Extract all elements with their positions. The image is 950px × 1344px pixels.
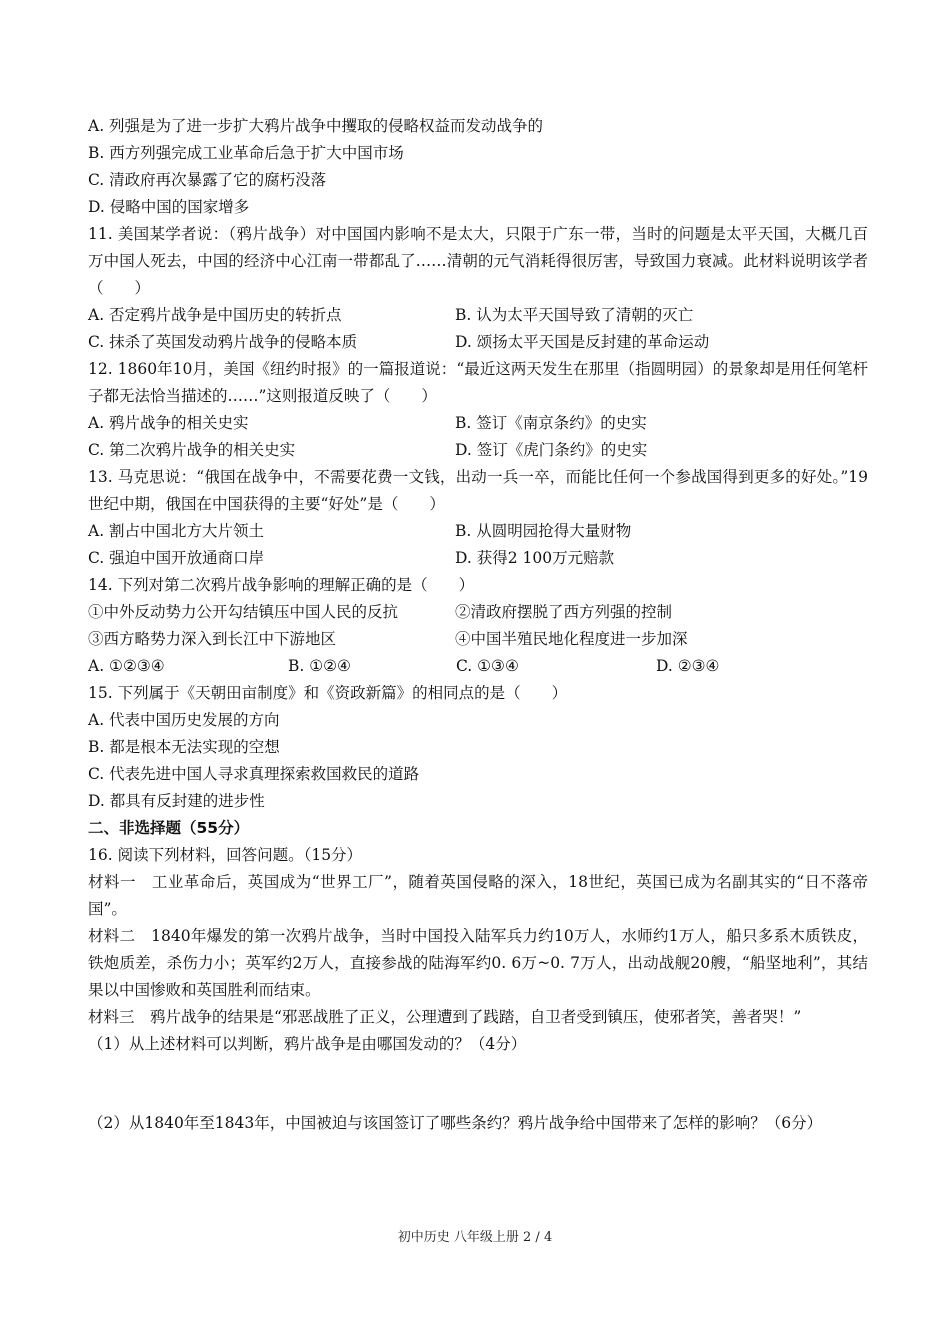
- q14-item-1: ①中外反动势力公开勾结镇压中国人民的反抗: [88, 603, 399, 621]
- q13-option-c: C. 强迫中国开放通商口岸: [88, 549, 265, 567]
- q12-stem: 12. 1860年10月，美国《纽约时报》的一篇报道说：“最近这两天发生在那里（指圆明园）的景象却是用任何笔杆子都无法恰当描述的……”这则报道反映了（ ）: [88, 360, 868, 405]
- q12-option-a: A. 鸦片战争的相关史实: [88, 414, 249, 432]
- q14-option-d: D. ②③④: [656, 657, 720, 675]
- q15-stem: 15. 下列属于《天朝田亩制度》和《资政新篇》的相同点的是（ ）: [88, 684, 568, 702]
- q12-option-c: C. 第二次鸦片战争的相关史实: [88, 441, 296, 459]
- page-footer: 初中历史 八年级上册 2 / 4: [397, 1230, 553, 1245]
- q11-option-c: C. 抹杀了英国发动鸦片战争的侵略本质: [88, 333, 358, 351]
- q16-stem: 16. 阅读下列材料，回答问题。（15分）: [88, 846, 363, 864]
- q11-option-a: A. 否定鸦片战争是中国历史的转折点: [88, 306, 342, 324]
- q12-option-b: B. 签订《南京条约》的史实: [455, 414, 647, 432]
- q15-option-d: D. 都具有反封建的进步性: [88, 792, 265, 810]
- q14-options-row: [88, 653, 868, 680]
- q10-option-c: C. 清政府再次暴露了它的腐朽没落: [88, 171, 327, 189]
- q14-items-row-2: [88, 626, 868, 653]
- q15-option-a: A. 代表中国历史发展的方向: [88, 711, 280, 729]
- q13-option-b: B. 从圆明园抢得大量财物: [455, 522, 632, 540]
- q16-material-3: 材料三 鸦片战争的结果是“邪恶战胜了正义，公理遭到了践踏，自卫者受到镇压，使邪者笑，善者哭！”: [88, 1008, 802, 1026]
- page-content: [88, 113, 868, 1137]
- q14-items-row-1: [88, 599, 868, 626]
- q12-options-row-2: [88, 437, 868, 464]
- q16-material-1: 材料一 工业革命后，英国成为“世界工厂”，随着英国侵略的深入，18世纪，英国已成为名副其实的“日不落帝国”。: [88, 873, 868, 918]
- q10-option-d: D. 侵略中国的国家增多: [88, 198, 250, 216]
- q14-stem: 14. 下列对第二次鸦片战争影响的理解正确的是（ ）: [88, 576, 475, 594]
- q12-option-d: D. 签订《虎门条约》的史实: [455, 441, 648, 459]
- q10-option-b: B. 西方列强完成工业革命后急于扩大中国市场: [88, 144, 404, 162]
- q11-stem: 11. 美国某学者说：（鸦片战争）对中国国内影响不是太大，只限于广东一带，当时的问题是太平天国，大概几百万中国人死去，中国的经济中心江南一带都乱了……清朝的元气消耗得很厉害，导致国力衰减。此材料说明该学者（ ）: [88, 225, 868, 297]
- q14-option-a: A. ①②③④: [88, 657, 165, 675]
- q11-options-row-1: [88, 302, 868, 329]
- q13-stem: 13. 马克思说：“俄国在战争中，不需要花费一文钱，出动一兵一卒，而能比任何一个参战国得到更多的好处。”19世纪中期，俄国在中国获得的主要“好处”是（ ）: [88, 468, 868, 513]
- q10-option-a: A. 列强是为了进一步扩大鸦片战争中攫取的侵略权益而发动战争的: [88, 117, 544, 135]
- q11-options-row-2: [88, 329, 868, 356]
- q14-option-c: C. ①③④: [456, 657, 519, 675]
- q13-options-row-2: [88, 545, 868, 572]
- q15-option-b: B. 都是根本无法实现的空想: [88, 738, 280, 756]
- q13-option-a: A. 割占中国北方大片领土: [88, 522, 265, 540]
- q15-option-c: C. 代表先进中国人寻求真理探索救国救民的道路: [88, 765, 420, 783]
- q11-option-d: D. 颂扬太平天国是反封建的革命运动: [455, 333, 710, 351]
- q14-item-4: ④中国半殖民地化程度进一步加深: [455, 630, 688, 648]
- q11-option-b: B. 认为太平天国导致了清朝的灭亡: [455, 306, 694, 324]
- q16-material-2: 材料二 1840年爆发的第一次鸦片战争，当时中国投入陆军兵力约10万人，水师约1万人，船只多系木质铁皮，铁炮质差，杀伤力小；英军约2万人，直接参战的陆海军约0. 6万~0. 7万人，出动战舰20艘，“船坚地利”，其结果以中国惨败和英国胜利而结束。: [88, 927, 868, 999]
- q14-item-2: ②清政府摆脱了西方列强的控制: [455, 603, 673, 621]
- q16-sub-question-2: （2）从1840年至1843年，中国被迫与该国签订了哪些条约？鸦片战争给中国带来了怎样的影响？（6分）: [88, 1114, 823, 1132]
- answer-space-1: [88, 1058, 868, 1110]
- section-2-title: 二、非选择题（55分）: [88, 819, 250, 837]
- q12-options-row-1: [88, 410, 868, 437]
- q14-option-b: B. ①②④: [288, 657, 351, 675]
- q14-item-3: ③西方略势力深入到长江中下游地区: [88, 630, 337, 648]
- q16-sub-question-1: （1）从上述材料可以判断，鸦片战争是由哪国发动的？（4分）: [88, 1035, 527, 1053]
- q13-option-d: D. 获得2 100万元赔款: [455, 549, 615, 567]
- q13-options-row-1: [88, 518, 868, 545]
